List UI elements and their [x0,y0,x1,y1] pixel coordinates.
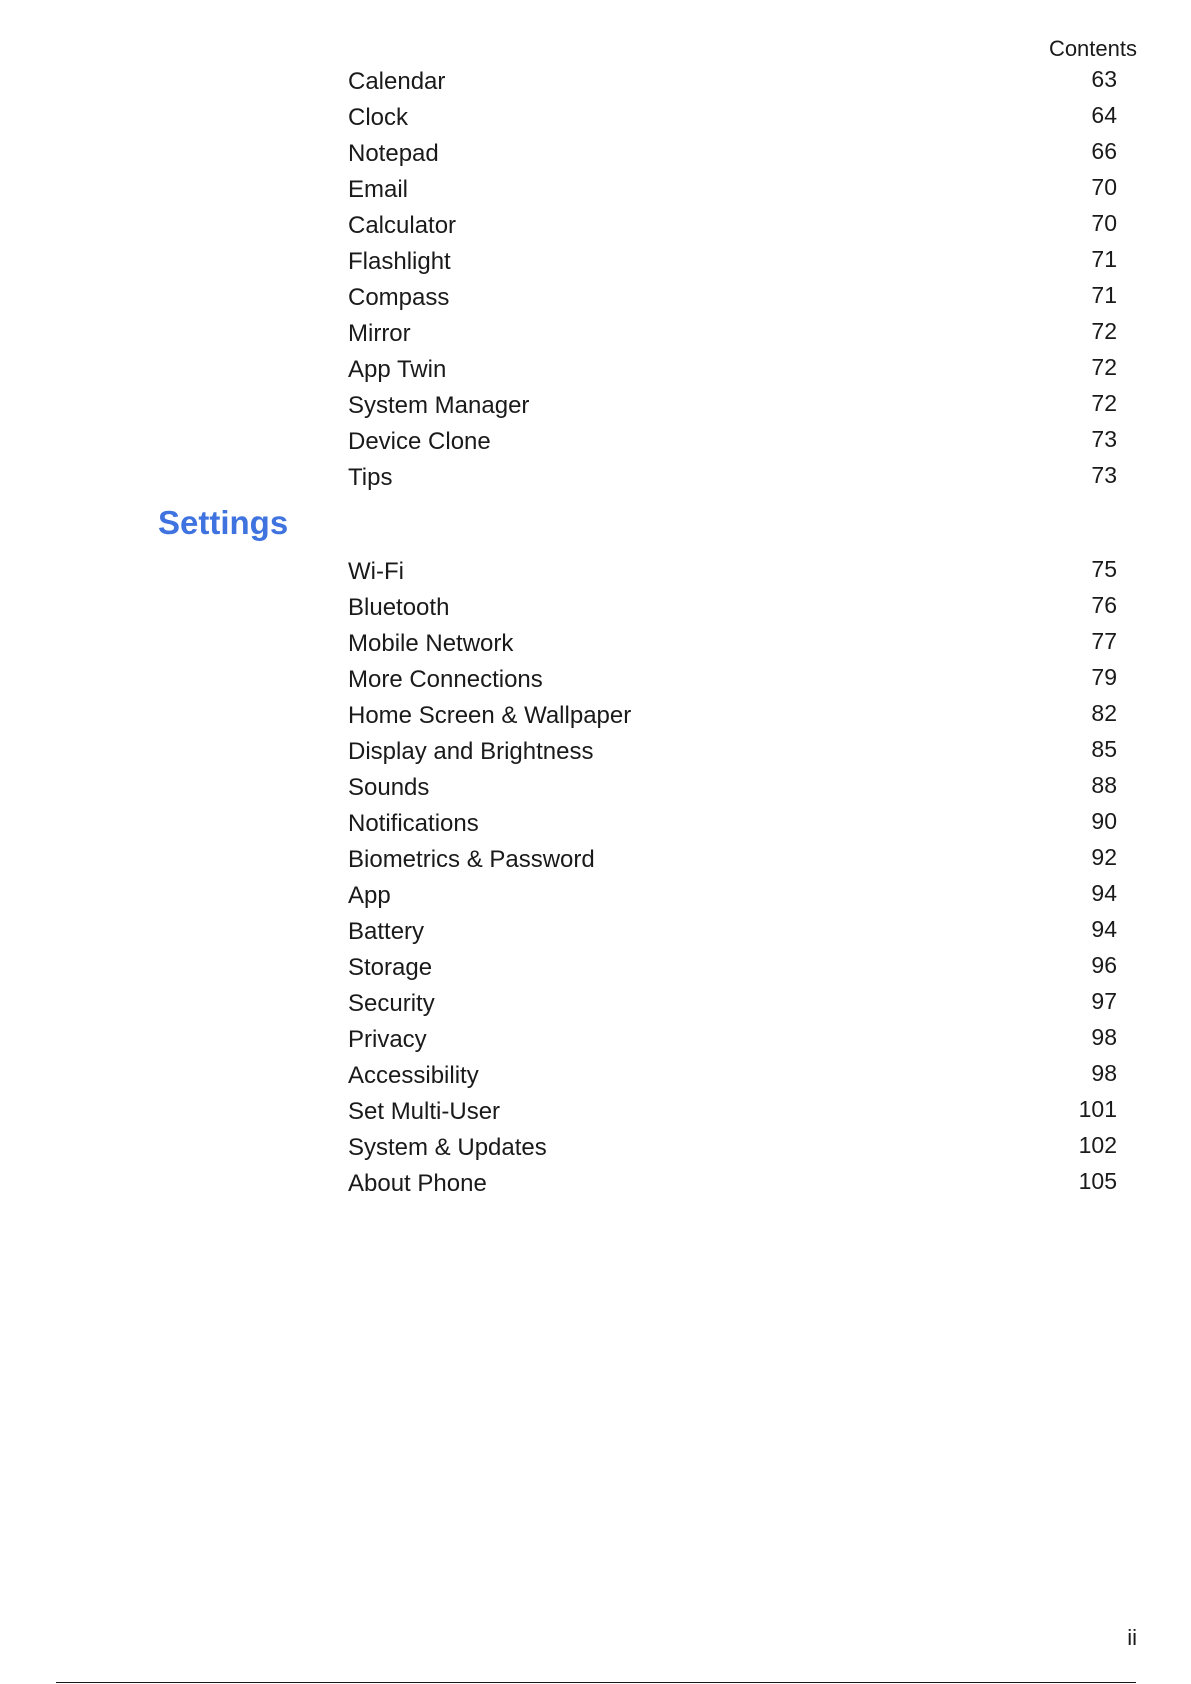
toc-entry[interactable] [0,914,1191,950]
toc-entry-title: Storage [348,954,433,981]
footer-divider [56,1682,1136,1683]
toc-group-settings [0,554,1191,1202]
toc-entry[interactable] [0,806,1191,842]
toc-entry-title: Device Clone [348,428,491,455]
toc-entry[interactable] [0,1022,1191,1058]
toc-entry-page: 96 [1091,952,1117,978]
toc-group-apps [0,64,1191,496]
toc-entry-page: 92 [1091,844,1117,870]
toc-entry-page: 64 [1091,102,1117,128]
toc-entry-title: System & Updates [348,1134,547,1161]
toc-entry-title: Wi-Fi [348,558,404,585]
toc-entry[interactable] [0,316,1191,352]
toc-entry-title: Notifications [348,810,479,837]
toc-entry-page: 105 [1078,1168,1117,1194]
toc-entry[interactable] [0,1166,1191,1202]
toc-entry-title: Notepad [348,140,439,167]
toc-entry-title: Mirror [348,320,411,347]
toc-entry-title: Battery [348,918,425,945]
toc-entry-page: 71 [1091,282,1117,308]
toc-entry-page: 88 [1091,772,1117,798]
toc-entry-page: 70 [1091,210,1117,236]
toc-entry-title: Calendar [348,68,446,95]
toc-entry-title: Home Screen & Wallpaper [348,702,632,729]
toc-entry[interactable] [0,626,1191,662]
toc-entry-page: 76 [1091,592,1117,618]
toc-entry[interactable] [0,460,1191,496]
toc-entry-title: Sounds [348,774,430,801]
toc-entry-title: Email [348,176,409,203]
toc-entry-title: Calculator [348,212,457,239]
toc-entry-page: 79 [1091,664,1117,690]
toc-entry[interactable] [0,986,1191,1022]
toc-entry-title: Set Multi-User [348,1098,501,1125]
toc-entry-page: 85 [1091,736,1117,762]
toc-entry-title: Mobile Network [348,630,514,657]
toc-entry[interactable] [0,244,1191,280]
toc-entry-page: 73 [1091,426,1117,452]
toc-entry-page: 71 [1091,246,1117,272]
table-of-contents [0,64,1191,1202]
toc-entry-title: Biometrics & Password [348,846,595,873]
toc-entry[interactable] [0,208,1191,244]
toc-entry-page: 70 [1091,174,1117,200]
page-number: ii [1127,1625,1137,1650]
toc-entry-title: Tips [348,464,393,491]
toc-entry[interactable] [0,770,1191,806]
toc-entry[interactable] [0,950,1191,986]
toc-entry-title: Security [348,990,435,1017]
toc-entry-title: Clock [348,104,409,131]
toc-entry-title: About Phone [348,1170,487,1197]
toc-entry-page: 98 [1091,1024,1117,1050]
toc-entry-page: 72 [1091,390,1117,416]
toc-entry-page: 72 [1091,318,1117,344]
toc-entry-page: 66 [1091,138,1117,164]
toc-entry[interactable] [0,590,1191,626]
toc-entry[interactable] [0,554,1191,590]
toc-entry-title: Display and Brightness [348,738,594,765]
toc-entry-title: Accessibility [348,1062,479,1089]
toc-entry[interactable] [0,878,1191,914]
toc-entry[interactable] [0,352,1191,388]
toc-entry[interactable] [0,64,1191,100]
toc-entry-title: App [348,882,391,909]
toc-entry-title: More Connections [348,666,543,693]
toc-entry[interactable] [0,136,1191,172]
toc-entry-title: App Twin [348,356,447,383]
toc-entry-title: Compass [348,284,450,311]
toc-entry-page: 94 [1091,916,1117,942]
toc-entry-title: Privacy [348,1026,427,1053]
running-header-title: Contents [1048,36,1137,61]
toc-entry-page: 97 [1091,988,1117,1014]
toc-entry-page: 63 [1091,66,1117,92]
toc-entry-page: 77 [1091,628,1117,654]
toc-entry[interactable] [0,388,1191,424]
toc-entry-page: 102 [1078,1132,1117,1158]
toc-entry[interactable] [0,424,1191,460]
section-heading-settings[interactable] [0,496,1191,554]
toc-entry-page: 73 [1091,462,1117,488]
toc-entry-page: 101 [1078,1096,1117,1122]
toc-entry-page: 82 [1091,700,1117,726]
toc-entry[interactable] [0,662,1191,698]
toc-entry[interactable] [0,1094,1191,1130]
toc-entry[interactable] [0,842,1191,878]
toc-entry[interactable] [0,100,1191,136]
toc-entry-page: 98 [1091,1060,1117,1086]
toc-entry-title: Flashlight [348,248,451,275]
toc-entry-page: 72 [1091,354,1117,380]
toc-entry-title: Bluetooth [348,594,450,621]
section-heading-label: Settings [158,504,289,541]
toc-entry[interactable] [0,698,1191,734]
toc-entry-page: 90 [1091,808,1117,834]
toc-entry[interactable] [0,1058,1191,1094]
toc-entry[interactable] [0,172,1191,208]
toc-entry[interactable] [0,1130,1191,1166]
toc-entry-page: 94 [1091,880,1117,906]
toc-entry-title: System Manager [348,392,530,419]
toc-entry[interactable] [0,280,1191,316]
toc-entry-page: 75 [1091,556,1117,582]
toc-entry[interactable] [0,734,1191,770]
